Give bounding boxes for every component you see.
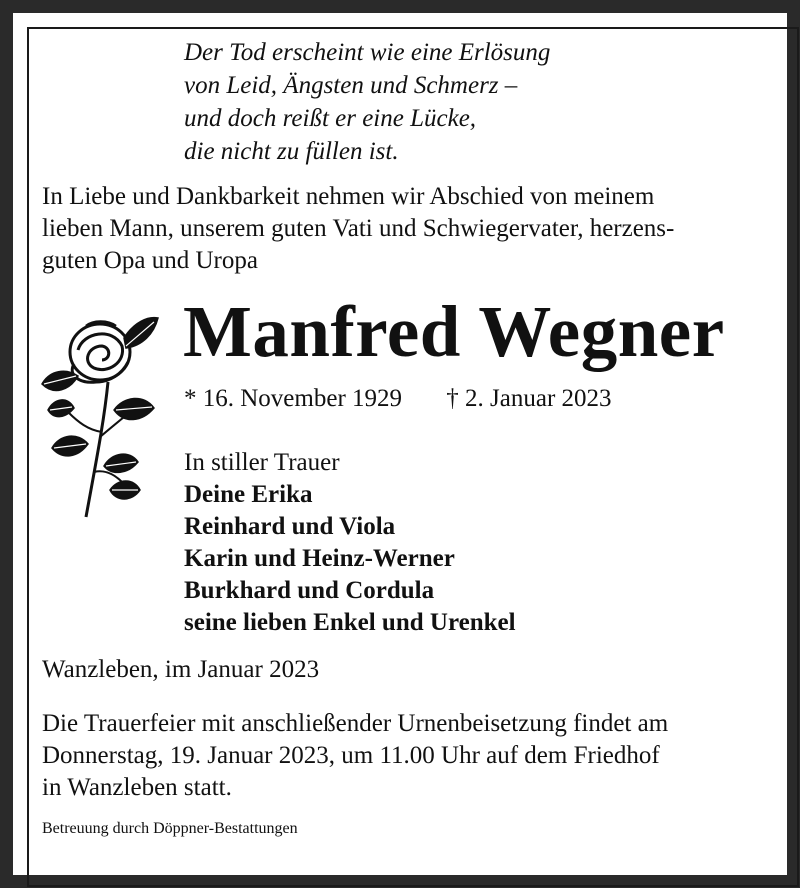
mourner-name: seine lieben Enkel und Urenkel [184,609,516,636]
funeral-line: Die Trauerfeier mit anschließender Urnenbeisetzung findet am [42,710,669,737]
mourner-name: Deine Erika [184,481,313,508]
intro-text [42,181,758,277]
poem-line: von Leid, Ängsten und Schmerz – [184,72,518,99]
poem [184,36,744,168]
death-date: † 2. Januar 2023 [446,385,612,412]
intro-line: lieben Mann, unserem guten Vati und Schwiegervater, herzens- [42,215,675,242]
birth-date: * 16. November 1929 [184,385,403,412]
funeral-line: in Wanzleben statt. [42,774,232,801]
funeral-line: Donnerstag, 19. Januar 2023, um 11.00 Uhr auf dem Friedhof [42,742,660,769]
poem-line: die nicht zu füllen ist. [184,138,399,165]
rose-icon [38,312,162,524]
life-dates [184,383,612,415]
intro-line: In Liebe und Dankbarkeit nehmen wir Abschied von meinem [42,183,655,210]
mourner-name: Reinhard und Viola [184,513,396,540]
undertaker-note: Betreuung durch Döppner-Bestattungen [42,820,298,837]
place-date: Wanzleben, im Januar 2023 [42,656,320,683]
poem-line: und doch reißt er eine Lücke, [184,105,477,132]
mourners [184,447,516,639]
mourner-name: Burkhard und Cordula [184,577,435,604]
intro-line: guten Opa und Uropa [42,247,258,274]
mourner-name: Karin und Heinz-Werner [184,545,455,572]
funeral-info [42,708,758,804]
deceased-name: Manfred Wegner [183,291,725,372]
mourners-heading: In stiller Trauer [184,449,340,476]
poem-line: Der Tod erscheint wie eine Erlösung [184,39,551,66]
